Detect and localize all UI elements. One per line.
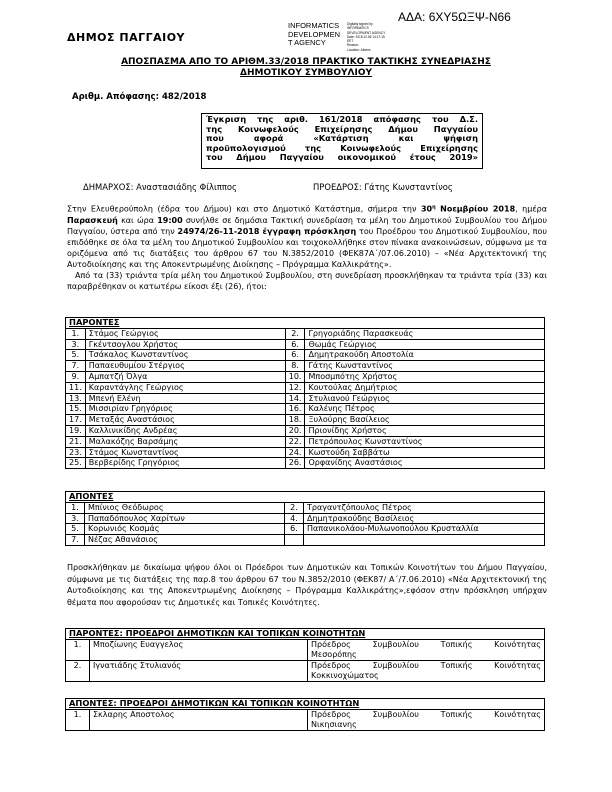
member-number: 9. <box>66 371 86 382</box>
member-name: Μπίνιος Θεόδωρος <box>85 502 285 513</box>
rep-role <box>308 640 545 661</box>
signing-agency: INFORMATICS DEVELOPMEN T AGENCY <box>288 21 341 47</box>
table-row <box>66 535 545 546</box>
member-number: 26. <box>285 458 305 469</box>
member-name: Βερβερίδης Γρηγόριος <box>85 458 285 469</box>
member-name: Δημητρακούδη Αποστολία <box>305 350 545 361</box>
table-row <box>66 436 545 447</box>
rep-role-word: Πρόεδρος <box>311 661 351 670</box>
intro-paragraph: Στην Ελευθερούπολη (έδρα του Δήμου) και στο Δημοτικό Κατάστημα, σήμερα την $30^\eta$ Νοεμβρίου 2018, ημέρα Παρασκευή και ώρα 19:00 συνήλθε σε δημόσια Τακτική συνεδρίαση τα μέλη του Δημοτικού Συμβουλίου του Δήμου Παγγαίου, ύστερα από την 24974/26-11-2018 έγγραφη πρόσκληση του Προέδρου του Δημοτικού Συμβουλίου, που επιδόθηκε σε όλα τα μέλη του Δημοτικού Συμβουλίου και τοιχοκολλήθηκε στον πίνακα ανακοινώσεων, σύμφωνα με τα οριζόμενα από τις διατάξεις του άρθρου 67 του Ν.3852/2010 (ΦΕΚ87Α΄/07.06.2010) – «Νέα Αρχιτεκτονική της Αυτοδιοίκησης και της Αποκεντρωμένης Διοίκησης – Πρόγραμμα Καλλικράτης». Από τα (33) τριάντα τρία μέλη του Δημοτικού Συμβουλίου, στη συνεδρίαση προσκλήθηκαν τα τριάντα τρία (33) και παραβρέθηκαν οι κατωτέρω είκοσι έξι (26), ήτοι: <box>67 204 548 291</box>
member-number: 10. <box>285 371 305 382</box>
rep-role-word: Συμβουλίου <box>372 640 419 649</box>
member-number: 5. <box>66 524 85 535</box>
member-number: 19. <box>66 425 86 436</box>
member-name: Αμπατζή Όλγα <box>85 371 285 382</box>
member-name: Κορωνιός Κοσμάς <box>85 524 285 535</box>
member-name: Κωστούδη Σαββάτω <box>305 447 545 458</box>
member-number: 6. <box>285 339 305 350</box>
member-number: 3. <box>66 513 85 524</box>
member-number: 24. <box>285 447 305 458</box>
reps-present-table <box>65 628 545 682</box>
member-number: 22. <box>285 436 305 447</box>
member-number: 2. <box>285 328 305 339</box>
member-number: 5. <box>66 350 86 361</box>
table-row <box>66 339 545 350</box>
rep-number: 2. <box>66 661 90 682</box>
invited-paragraph: Προσκλήθηκαν με δικαίωμα ψήφου όλοι οι Πρόεδροι των Δημοτικών και Τοπικών Κοινοτήτων του Δήμου Παγγαίου, σύμφωνα με τις διατάξεις της παρ.8 του άρθρου 67 του Ν.3852/2010 (ΦΕΚ87/ Α΄/7.06.2010) «Νέα Αρχιτεκτονική της Αυτοδιοίκησης και της Αποκεντρωμένης Διοίκησης – Πρόγραμμα Καλλικράτης»,εφόσον στην πρόσκληση υπήρχαν θέματα που αφορούσαν τις Δημοτικές και Τοπικές Κοινότητες. <box>67 563 547 607</box>
rep-name: Μποζίωνης Ευαγγελος <box>90 640 308 661</box>
member-name: Μποσμπότης Χρήστος <box>305 371 545 382</box>
municipality-name: ΔΗΜΟΣ ΠΑΓΓΑΙΟΥ <box>67 31 186 44</box>
member-number: 13. <box>66 393 86 404</box>
member-number: 21. <box>66 436 86 447</box>
member-number: 23. <box>66 447 86 458</box>
member-number: 2. <box>285 502 304 513</box>
table-row <box>66 393 545 404</box>
rep-number: 1. <box>66 710 90 731</box>
rep-name: Σκλαρης Αποστολος <box>90 710 308 731</box>
member-name: Μαλακόζης Βαρσάμης <box>85 436 285 447</box>
digital-signature-details: Digitally signed by INFORMATICS DEVELOPMENT AGENCY Date: 2018.12.06 14:17:15 EET Reason: Location: Athens <box>347 22 386 52</box>
member-number: 18. <box>285 415 305 426</box>
member-name: Παπαευθυμίου Στέργιος <box>85 361 285 372</box>
rep-role <box>308 661 545 682</box>
table-row <box>66 661 545 682</box>
member-name: Πριονίδης Χρήστος <box>305 425 545 436</box>
president-name: ΠΡΟΕΔΡΟΣ: Γάτης Κωνσταντίνος <box>313 182 453 192</box>
member-name: Ξυλούρης Βασίλειος <box>305 415 545 426</box>
reps-absent-table <box>65 698 545 731</box>
table-row <box>66 404 545 415</box>
member-name: Κουτούλας Δημήτριος <box>305 382 545 393</box>
rep-role <box>308 710 545 731</box>
member-name: Ορφανίδης Αναστάσιος <box>305 458 545 469</box>
member-name: Γκέντσογλου Χρήστος <box>85 339 285 350</box>
mayor-name: ΔΗΜΑΡΧΟΣ: Αναστασιάδης Φίλιππος <box>83 182 237 192</box>
member-name <box>304 535 545 546</box>
member-name: Τραγαντζόπουλος Πέτρος <box>304 502 545 513</box>
member-number: 8. <box>285 361 305 372</box>
member-number <box>285 535 304 546</box>
member-number: 15. <box>66 404 86 415</box>
member-number: 7. <box>66 361 86 372</box>
subject-box: Έγκριση της αριθ. 161/2018 απόφασης του Δ.Σ. της Κοινωφελούς Επιχείρησης Δήμου Παγγαίου που αφορά «Κατάρτιση και ψήφιση προϋπολογισμού της Κοινωφελούς Επιχείρησης του Δήμου Παγγαίου οικονομικού έτους 2019» <box>201 113 483 169</box>
member-name: Νέζας Αθανάσιος <box>85 535 285 546</box>
member-number: 16. <box>285 404 305 415</box>
member-number: 20. <box>285 425 305 436</box>
document-title-line1: ΑΠΟΣΠΑΣΜΑ ΑΠΟ ΤΟ ΑΡΙΘΜ.33/2018 ΠΡΑΚΤΙΚΟ ΤΑΚΤΙΚΗΣ ΣΥΝΕΔΡΙΑΣΗΣ <box>121 57 491 67</box>
member-number: 25. <box>66 458 86 469</box>
member-number: 3. <box>66 339 86 350</box>
decision-number: Αριθμ. Απόφασης: 482/2018 <box>72 92 207 102</box>
rep-role-word: Κοινότητας <box>494 640 541 649</box>
table-row <box>66 415 545 426</box>
member-number: 1. <box>66 328 86 339</box>
member-number: 14. <box>285 393 305 404</box>
member-name: Παπανικολάου-Μυλωνοπούλου Κρυσταλλία <box>304 524 545 535</box>
reps-present-header: ΠΑΡΟΝΤΕΣ: ΠΡΟΕΔΡΟΙ ΔΗΜΟΤΙΚΩΝ ΚΑΙ ΤΟΠΙΚΩΝ ΚΟΙΝΟΤΗΤΩΝ <box>66 629 545 640</box>
member-name: Παπαδόπουλος Χαρίτων <box>85 513 285 524</box>
member-name: Γρηγοριάδης Παρασκευάς <box>305 328 545 339</box>
table-row <box>66 710 545 731</box>
member-name: Μισσιρίαν Γρηγόριος <box>85 404 285 415</box>
absent-header: ΑΠΟΝΤΕΣ <box>66 492 545 503</box>
member-number: 1. <box>66 502 85 513</box>
member-name: Μεταξάς Αναστάσιος <box>85 415 285 426</box>
rep-role-word: Τοπικής <box>440 710 473 719</box>
member-number: 12. <box>285 382 305 393</box>
member-number: 6. <box>285 524 304 535</box>
member-name: Καλένης Πέτρος <box>305 404 545 415</box>
rep-community: Μεσορόπης <box>311 649 357 659</box>
absent-members-table <box>65 491 545 546</box>
table-row <box>66 458 545 469</box>
rep-role-word: Πρόεδρος <box>311 640 351 649</box>
rep-role-word: Τοπικής <box>440 661 473 670</box>
member-name: Μπενή Ελένη <box>85 393 285 404</box>
table-row <box>66 382 545 393</box>
table-row <box>66 350 545 361</box>
member-name: Πετρόπουλος Κωνσταντίνος <box>305 436 545 447</box>
table-row <box>66 502 545 513</box>
member-name: Τσάκαλος Κωνσταντίνος <box>85 350 285 361</box>
member-number: 7. <box>66 535 85 546</box>
table-row <box>66 361 545 372</box>
member-name: Γάτης Κωνσταντίνος <box>305 361 545 372</box>
member-number: 17. <box>66 415 86 426</box>
table-row <box>66 447 545 458</box>
table-row <box>66 640 545 661</box>
ada-code: ΑΔΑ: 6ΧΥ5ΩΞΨ-Ν66 <box>398 10 511 24</box>
table-row <box>66 425 545 436</box>
document-title-line2: ΔΗΜΟΤΙΚΟΥ ΣΥΜΒΟΥΛΙΟΥ <box>240 68 372 78</box>
member-number: 11. <box>66 382 86 393</box>
member-name: Δημητρακούδης Βασίλειος <box>304 513 545 524</box>
rep-name: Ιγνατιάδης Στυλιανός <box>90 661 308 682</box>
rep-community: Νικησιανης <box>311 719 357 729</box>
rep-role-word: Κοινότητας <box>494 710 541 719</box>
table-row <box>66 524 545 535</box>
member-name: Στάμος Κωνσταντίνος <box>85 447 285 458</box>
member-number: 6. <box>285 350 305 361</box>
present-members-table <box>65 317 545 469</box>
rep-community: Κοκκινοχώματος <box>311 670 379 680</box>
table-row <box>66 328 545 339</box>
member-number: 4. <box>285 513 304 524</box>
rep-role-word: Τοπικής <box>440 640 473 649</box>
rep-role-word: Συμβουλίου <box>372 661 419 670</box>
member-name: Καραντάγλης Γεώργιος <box>85 382 285 393</box>
member-name: Στάμος Γεώργιος <box>85 328 285 339</box>
reps-absent-header: ΑΠΟΝΤΕΣ: ΠΡΟΕΔΡΟΙ ΔΗΜΟΤΙΚΩΝ ΚΑΙ ΤΟΠΙΚΩΝ ΚΟΙΝΟΤΗΤΩΝ <box>66 699 545 710</box>
rep-number: 1. <box>66 640 90 661</box>
member-name: Καλλινικίδης Ανδρέας <box>85 425 285 436</box>
rep-role-word: Κοινότητας <box>494 661 541 670</box>
member-name: Στυλιανού Γεώργιος <box>305 393 545 404</box>
present-header: ΠΑΡΟΝΤΕΣ <box>66 318 545 329</box>
table-row <box>66 371 545 382</box>
rep-role-word: Πρόεδρος <box>311 710 351 719</box>
rep-role-word: Συμβουλίου <box>372 710 419 719</box>
table-row <box>66 513 545 524</box>
member-name: Θωμάς Γεώργιος <box>305 339 545 350</box>
